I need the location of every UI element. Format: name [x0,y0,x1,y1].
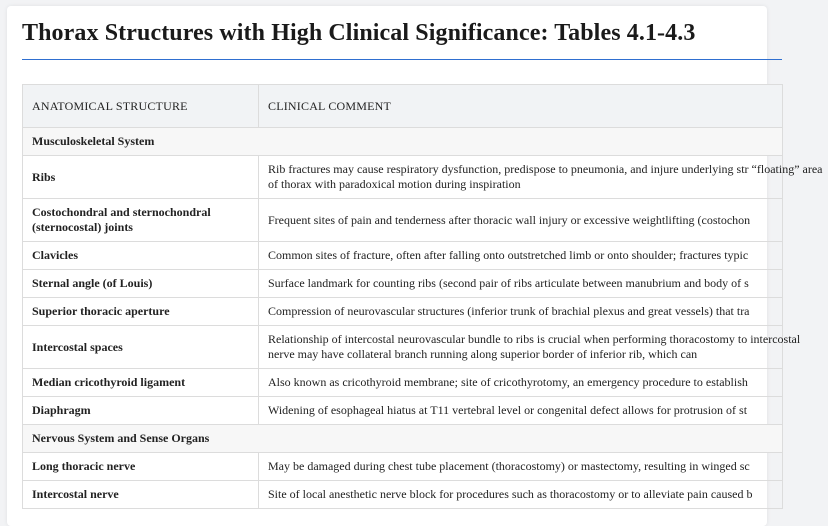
comment-text: Compression of neurovascular structures (inferior trunk of brachial plexus and great vessels) that tra [268,304,750,318]
comment-text: Also known as cricothyroid membrane; site of cricothyrotomy, an emergency procedure to establish [268,375,748,389]
comment-text: Surface landmark for counting ribs (second pair of ribs articulate between manubrium and body of s [268,276,749,290]
comment-cell [259,369,783,397]
table-row [23,298,783,326]
comment-text: Frequent sites of pain and tenderness after thoracic wall injury or excessive weightlifting (costochon [268,212,751,227]
table-row [23,199,783,242]
comment-cell [259,199,783,242]
comment-text: May be damaged during chest tube placement (thoracostomy) or mastectomy, resulting in winged sc [268,459,750,473]
structure-cell: Costochondral and sternochondral (sternocostal) joints [23,199,259,242]
structure-cell: Sternal angle (of Louis) [23,270,259,298]
comment-cell [259,453,783,481]
comment-text: Rib fractures may cause respiratory dysfunction, predispose to pneumonia, and injure underlying str “floating” area of thorax with paradoxical motion during inspiration [268,162,823,191]
section-label: Nervous System and Sense Organs [23,425,783,453]
comment-text: Site of local anesthetic nerve block for procedures such as thoracostomy or to alleviate pain caused b [268,487,753,501]
section-row [23,128,783,156]
table-row [23,369,783,397]
section-row [23,425,783,453]
column-header-structure: ANATOMICAL STRUCTURE [23,85,259,128]
comment-text: Widening of esophageal hiatus at T11 vertebral level or congenital defect allows for protrusion of st [268,403,748,417]
table-row [23,326,783,369]
document-page [7,6,823,526]
structure-cell: Long thoracic nerve [23,453,259,481]
structure-cell: Superior thoracic aperture [23,298,259,326]
title-divider [22,59,782,60]
table-row [23,242,783,270]
comment-text: Common sites of fracture, often after falling onto outstretched limb or onto shoulder; fractures typic [268,248,749,262]
comment-cell [259,156,823,199]
structure-cell: Median cricothyroid ligament [23,369,259,397]
structure-cell: Intercostal spaces [23,326,259,369]
table-row [23,453,783,481]
comment-cell [259,270,783,298]
comment-text: Relationship of intercostal neurovascular bundle to ribs is crucial when performing thoracostomy to intercostal nerve may have collateral branch running along superior border of inferior rib, which can [268,332,801,361]
comment-cell [259,397,783,425]
table-row [23,270,783,298]
structure-cell: Intercostal nerve [23,481,259,509]
structure-cell: Clavicles [23,242,259,270]
comment-cell [259,481,783,509]
table-row [23,156,783,199]
column-header-comment: CLINICAL COMMENT [259,85,783,128]
table-row [23,397,783,425]
comment-cell [259,298,783,326]
page-title: Thorax Structures with High Clinical Significance: Tables 4.1-4.3 [22,20,696,46]
comment-cell [259,242,783,270]
structure-cell: Ribs [23,156,259,199]
table-row [23,481,783,509]
structure-cell: Diaphragm [23,397,259,425]
section-label: Musculoskeletal System [23,128,783,156]
table-header-row [23,85,783,128]
comment-cell [259,326,801,369]
clinical-significance-table [22,84,823,509]
